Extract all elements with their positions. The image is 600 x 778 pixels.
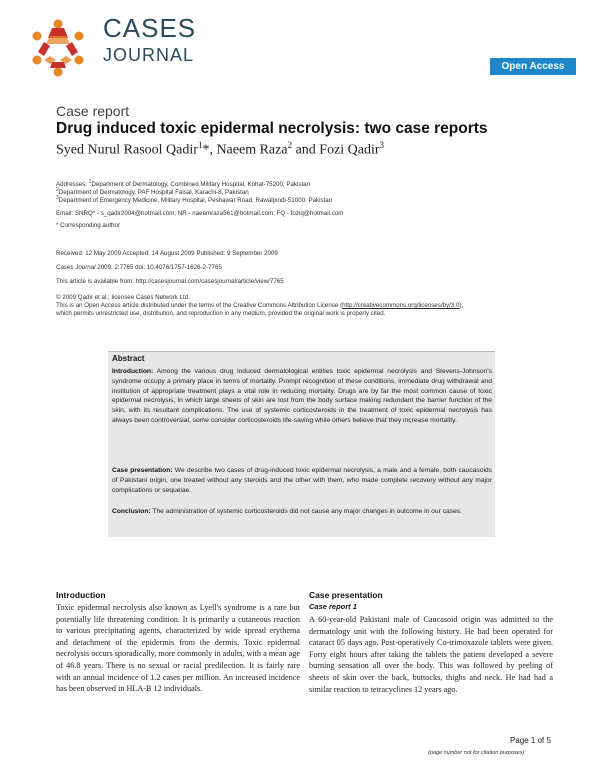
address-line: Addresses: $^1$Department of Dermatology, Combined Military Hospital, Kohat-75200, Pakistan — [56, 179, 311, 189]
address-line: $^3$Department of Emergency Medicine, Military Hospital, Peshawar Road, Rawalpindi-51000, Pakistan — [56, 195, 333, 205]
author-list: Syed Nurul Rasool Qadir$^1$*, Naeem Raza$^2$ and Fozi Qadir$^3$ — [56, 140, 385, 158]
citation-line: Cases Journal 2009, 2:7765 doi: 10.4076/1757-1626-2-7765 — [56, 264, 222, 271]
article-title: Drug induced toxic epidermal necrolysis: two case reports — [56, 120, 488, 137]
section-heading-case-presentation: Case presentation — [309, 590, 383, 600]
author-affiliation-mark: 3 — [379, 140, 385, 150]
abstract-heading: Abstract — [112, 354, 145, 363]
section-heading-introduction: Introduction — [56, 590, 106, 600]
article-type: Case report — [56, 103, 130, 119]
subsection-heading-case-report-1: Case report 1 — [309, 602, 357, 611]
publication-dates: Received: 12 May 2009 Accepted: 14 August 2009 Published: 9 September 2009 — [56, 250, 278, 257]
abstract-box — [108, 351, 495, 537]
address-line: $^2$Department of Dermatology, PAF Hospital Faisal, Karachi-8, Pakistan — [56, 187, 249, 197]
corresponding-author-note: * Corresponding author — [56, 222, 120, 229]
journal-logo-icon — [18, 15, 98, 79]
abstract-conclusion: Conclusion: The administration of systemic corticosteroids did not cause any major changes in outcome in our cases. — [112, 508, 463, 515]
author-name: Fozi Qadir — [319, 142, 380, 158]
page-number: Page 1 of 5 — [510, 736, 551, 745]
corresponding-mark: * — [202, 142, 210, 158]
introduction-text: Toxic epidermal necrolysis also known as Lyell's syndrome is a rare but potentially life threatening condition. It is primarily a cutaneous reaction to various precipitating agents, characterized by wide spread erythema and detachment of the epidermis from the dermis. Toxic epidermal necrolysis occurs sporadically, more commonly in adults, with a mean age of 46.8 years. There is no sexual or racial predilection. It is fairly rare with an annual incidence of 1.2 cases per million. An increased incidence has been observed in HLA-B 12 individuals. — [56, 603, 300, 694]
license-line-2: which permits unrestricted use, distribution, and reproduction in any medium, provided the original work is properly cited. — [56, 310, 386, 317]
journal-name: CASES — [103, 13, 197, 43]
article-url[interactable]: This article is available from: http://casesjournal.com/casesjournal/article/view/7765 — [56, 278, 284, 285]
author-affiliation-mark: 2 — [287, 140, 293, 150]
license-link[interactable]: http://creativecommons.org/licenses/by/3.0 — [342, 302, 460, 309]
journal-subname: JOURNAL — [103, 45, 195, 65]
abstract-introduction: Introduction: Among the various drug induced dermatological entities toxic epidermal necrolysis and Stevens-Johnson's syndrome occupy a primary place in terms of mortality. Prompt recognition of these conditions, immediate drug withdrawal and institution of appropriate treatment plays a vital role in reducing mortality. Drugs are by far the most common cause of toxic epidermal necrolysis, in which large sheets of skin are lost from the body surface making redundant the barrier function of the skin, with its resultant complications. The use of systemic corticosteroids in the treatment of toxic epidermal necrolysis has always been controversial, some consider corticosteroids life-saving while others believe that they increase mortality. — [112, 368, 492, 424]
license-line: This is an Open Access article distributed under the terms of the Creative Commons Attribution License (http://creativecommons.org/licenses/by/3.0), — [56, 302, 464, 309]
author-affiliation-mark: 1 — [197, 140, 203, 150]
author-name: Syed Nurul Rasool Qadir — [56, 142, 198, 158]
page-number-note: (page number not for citation purposes) — [428, 750, 525, 756]
copyright-line: © 2009 Qadir et al.; licensee Cases Network Ltd. — [56, 294, 190, 301]
author-emails: Email: SNRQ* - s_qadir2004@hotmail.com; NR - naeemraza561@hotmail.com; FQ - foziq@hotmail.com — [56, 210, 344, 217]
open-access-badge: Open Access — [490, 58, 576, 75]
case-report-1-text: A 60-year-old Pakistani male of Caucasoid origin was admitted to the dermatology unit with the following history. He had been operated for cataract 05 days ago. Post-operatively Co-trimoxazole tablets were given. Forty eight hours after taking the tablets the patient developed a severe burning sensation all over the body. This was followed by peeling of sheets of skin over the back, buttocks, thighs and neck. He had had a similar reaction to tetracyclines 12 years ago. — [309, 615, 553, 694]
abstract-case-presentation: Case presentation: We describe two cases of drug-induced toxic epidermal necrolysis, a male and a female, both caucasoids of Pakistani origin, one treated without any steroids and the other with them, who made complete recovery without any major complications or sequelae. — [112, 467, 492, 494]
author-name: Naeem Raza — [216, 142, 288, 158]
